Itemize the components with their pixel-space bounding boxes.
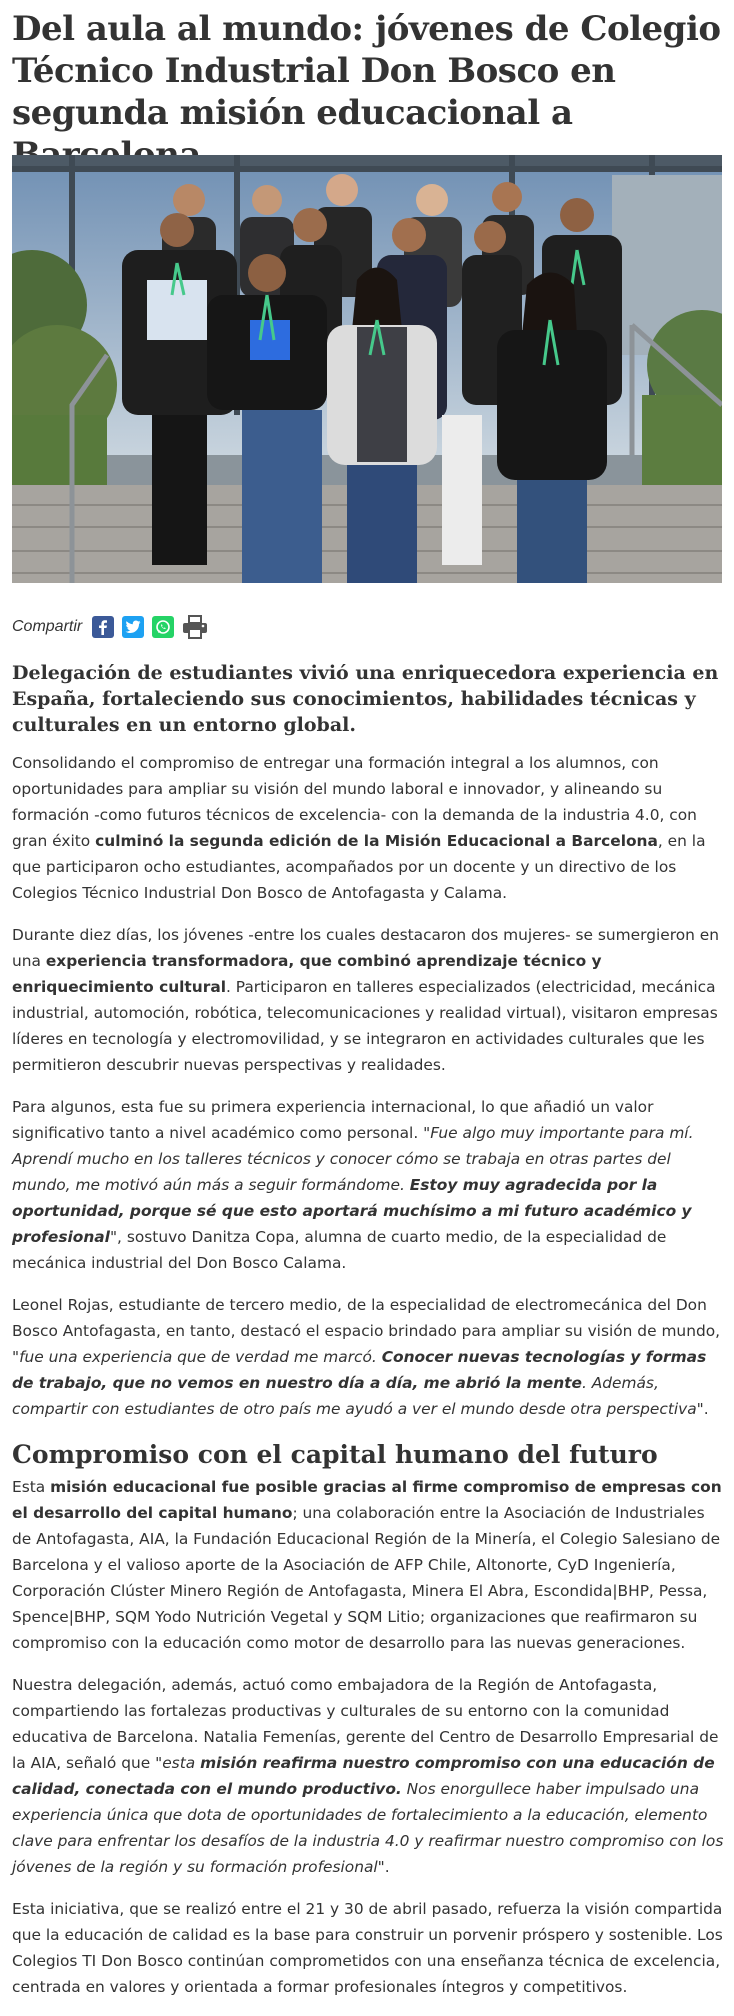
article-body bbox=[12, 750, 724, 2016]
paragraph: Durante diez días, los jóvenes -entre los cuales destacaron dos mujeres- se sumergieron en una experiencia transformadora, que combinó aprendizaje técnico y enriquecimiento cultural. Participaron en talleres especializados (electricidad, mecánica industrial, automoción, robótica, telecomunicaciones y realidad virtual), visitaron empresas líderes en tecnología y electromovilidad, y se integraron en actividades culturales que les permitieron descubrir nuevas perspectivas y realidades. bbox=[12, 926, 719, 1074]
paragraph: Esta misión educacional fue posible gracias al firme compromiso de empresas con el desarrollo del capital humano; una colaboración entre la Asociación de Industriales de Antofagasta, AIA, la Fundación Educacional Región de la Minería, el Colegio Salesiano de Barcelona y el valioso aporte de la Asociación de AFP Chile, Altonorte, CyD Ingeniería, Corporación Clúster Minero Región de Antofagasta, Minera El Abra, Escondida|BHP, Pessa, Spence|BHP, SQM Yodo Nutrición Vegetal y SQM Litio; organizaciones que reafirmaron su compromiso con la educación como motor de desarrollo para las nuevas generaciones. bbox=[12, 1478, 722, 1652]
paragraph: Nuestra delegación, además, actuó como embajadora de la Región de Antofagasta, compartiendo las fortalezas productivas y culturales de su entorno con la comunidad educativa de Barcelona. Natalia Femenías, gerente del Centro de Desarrollo Empresarial de la AIA, señaló que "esta misión reafirma nuestro compromiso con una educación de calidad, conectada con el mundo productivo. Nos enorgullece haber impulsado una experiencia única que dota de oportunidades de fortalecimiento a la educación, elemento clave para enfrentar los desafíos de la industria 4.0 y reafirmar nuestro compromiso con los jóvenes de la región y su formación profesional". bbox=[12, 1676, 724, 1876]
article bbox=[12, 0, 724, 1996]
section-heading: Compromiso con el capital humano del futuro bbox=[12, 1440, 658, 1469]
print-icon[interactable] bbox=[182, 616, 208, 638]
paragraph: Leonel Rojas, estudiante de tercero medio, de la especialidad de electromecánica del Don Bosco Antofagasta, en tanto, destacó el espacio brindado para ampliar su visión de mundo, "fue una experiencia que de verdad me marcó. Conocer nuevas tecnologías y formas de trabajo, que no vemos en nuestro día a día, me abrió la mente. Además, compartir con estudiantes de otro país me ayudó a ver el mundo desde otra perspectiva". bbox=[12, 1296, 721, 1418]
article-title: Del aula al mundo: jóvenes de Colegio Técnico Industrial Don Bosco en segunda misión educacional a bbox=[12, 9, 721, 133]
paragraph: Consolidando el compromiso de entregar una formación integral a los alumnos, con oportunidades para ampliar su visión del mundo laboral e innovador, y alineando su formación -como futuros técnicos de excelencia- con la demanda de la industria 4.0, con gran éxito culminó la segunda edición de la Misión Educacional a Barcelona, en la que participaron ocho estudiantes, acompañados por un docente y un directivo de los Colegios Técnico Industrial Don Bosco de Antofagasta y Calama. bbox=[12, 754, 706, 902]
share-bar bbox=[12, 612, 216, 642]
paragraph: Para algunos, esta fue su primera experiencia internacional, lo que añadió un valor significativo tanto a nivel académico como personal. "Fue algo muy importante para mí. Aprendí mucho en los talleres técnicos y conocer cómo se trabaja en otras partes del mundo, me motivó aún más a seguir formándome. Estoy muy agradecida por la oportunidad, porque sé que esto aportará muchísimo a mi futuro académico y profesional", sostuvo Danitza Copa, alumna de cuarto medio, de la especialidad de mecánica industrial del Don Bosco Calama. bbox=[12, 1098, 694, 1272]
whatsapp-icon[interactable] bbox=[152, 616, 174, 638]
twitter-icon[interactable] bbox=[122, 616, 144, 638]
group-photo bbox=[12, 155, 722, 583]
paragraph: Esta iniciativa, que se realizó entre el 21 y 30 de abril pasado, refuerza la visión compartida que la educación de calidad es la base para construir un porvenir próspero y sostenible. Los Colegios TI Don Bosco continúan comprometidos con una enseñanza técnica de excelencia, centrada en valores y orientada a formar profesionales íntegros y competitivos. bbox=[12, 1900, 723, 1996]
facebook-icon[interactable] bbox=[92, 616, 114, 638]
article-lead: Delegación de estudiantes vivió una enriquecedora experiencia en España, fortaleciendo sus conocimientos, habilidades técnicas y culturales en un entorno global. bbox=[12, 662, 719, 736]
share-label: Compartir bbox=[12, 618, 83, 635]
